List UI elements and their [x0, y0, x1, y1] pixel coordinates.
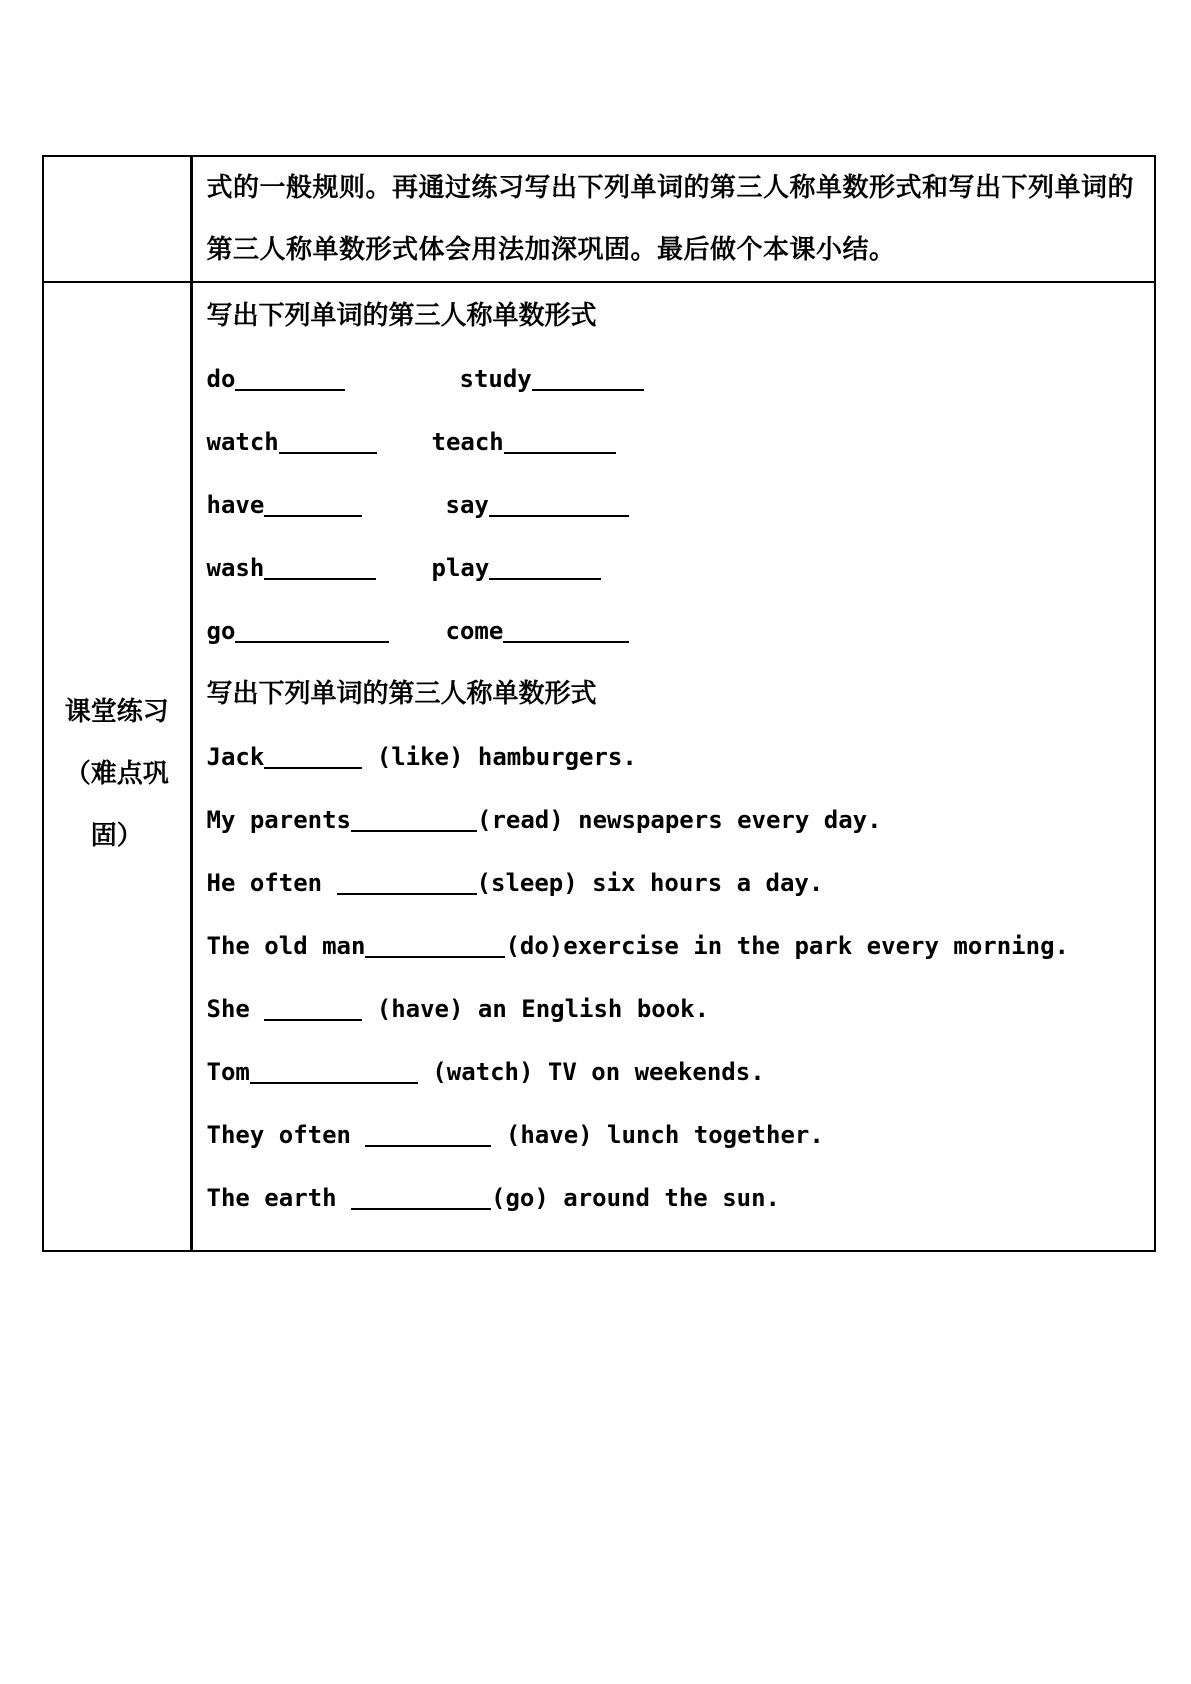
word: study	[459, 365, 532, 393]
word: play	[431, 554, 490, 582]
sentence-after: (watch) TV on weekends.	[417, 1058, 765, 1086]
sentence-after: (sleep) six hours a day.	[476, 869, 824, 897]
answer-blank[interactable]	[264, 556, 376, 580]
answer-blank[interactable]	[365, 934, 505, 958]
sentence-after: (do)exercise in the park every morning.	[505, 932, 1069, 960]
exercise1-heading: 写出下列单词的第三人称单数形式	[206, 301, 597, 331]
word-item	[207, 537, 377, 600]
word-row	[207, 474, 1141, 537]
word-row	[207, 411, 1141, 474]
continuation-row	[43, 156, 1155, 282]
answer-blank[interactable]	[504, 430, 616, 454]
sentence-row	[207, 1041, 1141, 1104]
word: wash	[206, 554, 265, 582]
sentence-row	[207, 915, 1141, 978]
sentence-row	[207, 1104, 1141, 1167]
word-item	[446, 474, 629, 537]
word-item	[207, 600, 390, 663]
word-row	[207, 348, 1141, 411]
answer-blank[interactable]	[532, 367, 644, 391]
word-item	[432, 537, 602, 600]
sentence-row	[207, 978, 1141, 1041]
sentence-row	[207, 726, 1141, 789]
word: go	[206, 617, 236, 645]
word-item	[207, 411, 377, 474]
answer-blank[interactable]	[235, 619, 389, 643]
answer-blank[interactable]	[264, 745, 362, 769]
lesson-plan-table	[42, 155, 1156, 1252]
section-label	[44, 283, 190, 867]
sentence-row	[207, 789, 1141, 852]
word: watch	[206, 428, 279, 456]
exercise-body	[193, 283, 1155, 1250]
sentence-before: She	[206, 995, 265, 1023]
sentence-before: Tom	[206, 1058, 250, 1086]
answer-blank[interactable]	[503, 619, 629, 643]
exercise2-heading: 写出下列单词的第三人称单数形式	[206, 679, 597, 709]
word-item	[207, 348, 346, 411]
answer-blank[interactable]	[279, 430, 377, 454]
answer-blank[interactable]	[351, 1186, 491, 1210]
word-item	[460, 348, 644, 411]
word-row	[207, 537, 1141, 600]
word: do	[206, 365, 236, 393]
word: come	[445, 617, 504, 645]
sentence-after: (have) an English book.	[362, 995, 710, 1023]
section-label-line: 课堂练习	[64, 697, 169, 727]
exercise-row	[43, 282, 1155, 1251]
answer-blank[interactable]	[264, 493, 362, 517]
answer-blank[interactable]	[264, 997, 362, 1021]
answer-blank[interactable]	[250, 1060, 418, 1084]
sentence-before: He often	[206, 869, 337, 897]
section-label-cell	[43, 282, 191, 1251]
sentence-before: The earth	[206, 1184, 351, 1212]
answer-blank[interactable]	[489, 556, 601, 580]
sentence-after: (go) around the sun.	[491, 1184, 780, 1212]
word: have	[206, 491, 265, 519]
continuation-left-cell	[43, 156, 191, 282]
sentence-row	[207, 852, 1141, 915]
sentence-after: (have) lunch together.	[491, 1121, 824, 1149]
word: say	[445, 491, 489, 519]
answer-blank[interactable]	[235, 367, 345, 391]
answer-blank[interactable]	[489, 493, 629, 517]
word-item	[446, 600, 630, 663]
answer-blank[interactable]	[351, 808, 477, 832]
exercise-cell	[191, 282, 1155, 1251]
sentence-after: (read) newspapers every day.	[477, 806, 882, 834]
word-item	[432, 411, 616, 474]
continuation-right-cell	[191, 156, 1155, 282]
sentence-before: The old man	[206, 932, 366, 960]
sentence-row	[207, 1167, 1141, 1230]
continuation-text: 式的一般规则。再通过练习写出下列单词的第三人称单数形式和写出下列单词的第三人称单数形式体会用法加深巩固。最后做个本课小结。	[206, 173, 1135, 265]
sentence-after: (like) hamburgers.	[362, 743, 637, 771]
sentence-before: They often	[206, 1121, 366, 1149]
answer-blank[interactable]	[337, 871, 477, 895]
sentence-before: My parents	[206, 806, 351, 834]
section-label-line: 固）	[90, 821, 143, 851]
word-item	[207, 474, 363, 537]
word: teach	[431, 428, 504, 456]
word-row	[207, 600, 1141, 663]
section-label-line: （难点巩	[64, 759, 169, 789]
answer-blank[interactable]	[365, 1123, 491, 1147]
sentence-before: Jack	[206, 743, 265, 771]
